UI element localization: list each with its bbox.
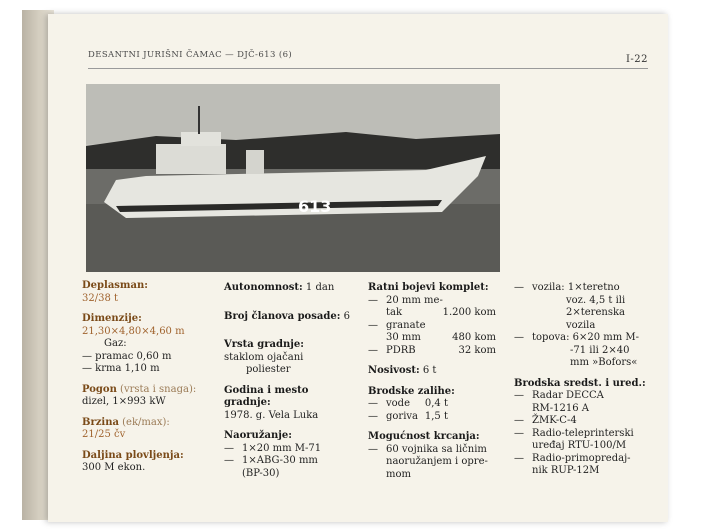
gaz-label: Gaz: <box>104 338 127 349</box>
vrsta-line1: staklom ojačani <box>224 351 304 363</box>
zalihe-goriva: goriva <box>386 410 419 422</box>
autonomnost-label: Autonomnost: <box>224 282 303 293</box>
godina-value: 1978. g. Vela Luka <box>224 409 319 421</box>
zalihe-goriva-value: 1,5 t <box>424 410 448 422</box>
pogon-label: Pogon <box>82 383 117 395</box>
vozila-1: vozila: 1×teretno <box>532 282 620 293</box>
daljina-value: 300 M ekon. <box>82 462 146 473</box>
naoruzanje-2a: 1×ABG-30 mm <box>242 455 318 466</box>
sredst-2: ŽMK-C-4 <box>532 415 577 426</box>
page-number: I-22 <box>625 54 648 65</box>
nosivost-value: 6 t <box>422 365 437 376</box>
vrsta-line2: poliester <box>246 364 291 375</box>
sredst-4b: nik RUP-12M <box>532 465 600 476</box>
naoruzanje-1: 1×20 mm M-71 <box>242 442 322 454</box>
krma-value: — krma 1,10 m <box>82 363 160 374</box>
autonomnost-value: 1 dan <box>305 282 335 293</box>
posada-value: 6 <box>343 310 350 322</box>
naoruzanje-label: Naoružanje: <box>224 430 292 441</box>
ratni-1b-value: 1.200 kom <box>442 307 496 318</box>
column-1 <box>82 280 200 475</box>
pogon-sub: (vrsta i snaga): <box>120 383 197 395</box>
brzina-sub: (ek/max): <box>122 416 170 428</box>
vrsta-label: Vrsta gradnje: <box>224 339 304 350</box>
ratni-label: Ratni bojevi komplet: <box>368 282 489 293</box>
vozila-2: voz. 4,5 t ili <box>566 294 626 306</box>
brzina-value: 21/25 čv <box>82 429 126 440</box>
vozila-3: 2×terenska <box>566 307 625 318</box>
topova-3: mm »Bofors« <box>570 357 638 368</box>
topova-2: -71 ili 2×40 <box>570 344 630 356</box>
sredst-3b: uređaj RTU-100/M <box>532 440 627 451</box>
dimenzije-label: Dimenzije: <box>82 313 142 324</box>
header-rule <box>88 68 648 69</box>
sredst-1a: Radar DECCA <box>532 390 604 401</box>
ratni-2: granate <box>386 319 426 331</box>
pogon-value: dizel, 1×993 kW <box>82 396 166 407</box>
zalihe-label: Brodske zalihe: <box>368 385 455 397</box>
godina-label: Godina i mesto gradnje: <box>224 384 309 408</box>
krcanja-label: Mogućnost krcanja: <box>368 431 480 442</box>
sredst-1b: RM-1216 A <box>532 402 589 414</box>
ratni-1a: 20 mm me- <box>386 294 443 306</box>
column-3: Ratni bojevi komplet: — 20 mm me- tak 1.200 kom — granate 30 mm 480 kom — PDRB 32 kom Nosivost: 6 t Brodske zalihe: — vode 0,4 t — goriva 1,5 t Mogućnost krcanja: — 60 vojnika sa ličnim naoružanjem i opre- mom <box>368 282 496 480</box>
krcanja-1: 60 vojnika sa ličnim <box>386 443 487 455</box>
daljina-label: Daljina plovljenja: <box>82 449 184 461</box>
ratni-3-value: 480 kom <box>452 332 496 343</box>
zalihe-vode-value: 0,4 t <box>424 398 448 409</box>
posada-label: Broj članova posade: <box>224 310 341 322</box>
sredst-label: Brodska sredst. i ured.: <box>514 377 646 389</box>
hull-number: 613 <box>298 197 332 216</box>
ratni-4: PDRB <box>386 344 416 356</box>
deplasman-label: Deplasman: <box>82 280 148 291</box>
ratni-4-value: 32 kom <box>458 344 496 356</box>
header-title: DESANTNI JURIŠNI ČAMAC — DJČ-613 (6) <box>88 50 293 60</box>
brzina-label: Brzina <box>82 416 119 428</box>
column-2: Autonomnost: 1 dan Broj članova posade: 6 Vrsta gradnje: staklom ojačani poliester Godina i mesto gradnje: 1978. g. Vela Luka Naoružanje: — 1×20 mm M-71 — 1×ABG-30 mm (BP-30) <box>224 282 354 480</box>
sredst-4a: Radio-primopredaj- <box>532 452 631 464</box>
krcanja-3: mom <box>386 468 411 480</box>
pramac-value: — pramac 0,60 m <box>82 350 172 362</box>
sredst-3a: Radio-teleprinterski <box>532 427 634 439</box>
ratni-3: 30 mm <box>386 332 421 343</box>
zalihe-vode: vode <box>386 398 410 409</box>
krcanja-2: naoružanjem i opre- <box>386 456 488 467</box>
column-4: — vozila: 1×teretno voz. 4,5 t ili 2×terenska vozila — topova: 6×20 mm M- -71 ili 2×40 mm »Bofors« Brodska sredst. i ured.: — Radar DECCA RM-1216 A — ŽMK-C-4 — Radio-teleprinterski uređaj RTU-100/M — Radio-primopredaj- nik RUP-12M <box>514 282 648 478</box>
deplasman-value: 32/38 t <box>82 292 119 304</box>
boat-illustration <box>86 84 500 272</box>
boat-photo <box>86 84 500 272</box>
vozila-4: vozila <box>566 319 596 331</box>
nosivost-label: Nosivost: <box>368 365 420 376</box>
book-page <box>48 14 668 522</box>
naoruzanje-2b: (BP-30) <box>242 467 280 479</box>
dimenzije-value: 21,30×4,80×4,60 m <box>82 325 185 337</box>
topova-1: topova: 6×20 mm M- <box>532 332 640 343</box>
ratni-1b: tak <box>386 307 403 318</box>
